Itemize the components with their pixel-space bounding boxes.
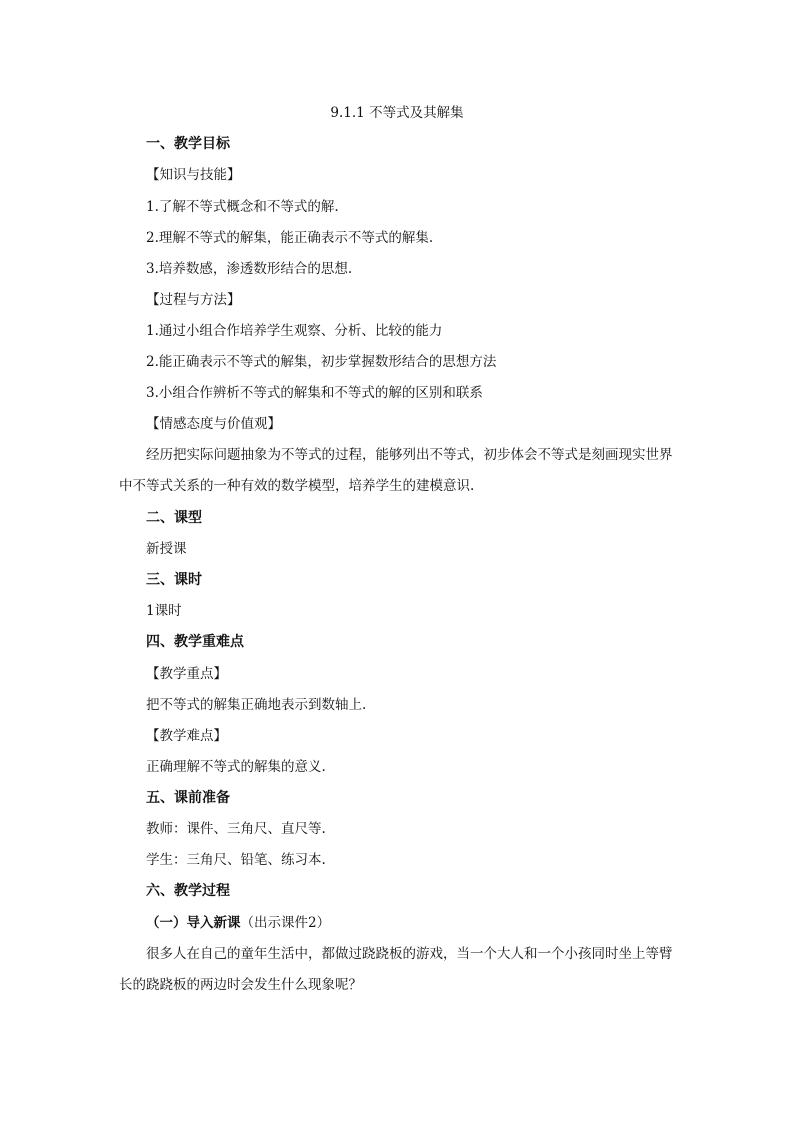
list-item: 1.了解不等式概念和不等式的解.	[146, 199, 339, 215]
section-heading-objectives: 一、教学目标	[146, 136, 230, 152]
subsection-intro-note: （出示课件2）	[240, 915, 331, 931]
section-heading-lesson-type: 二、课型	[146, 510, 202, 526]
teacher-preparation: 教师：课件、三角尺、直尺等.	[146, 821, 326, 837]
list-item: 1.通过小组合作培养学生观察、分析、比较的能力	[146, 323, 443, 339]
student-preparation: 学生：三角尺、铅笔、练习本.	[146, 852, 326, 868]
subheading-process: 【过程与方法】	[146, 292, 241, 308]
periods-text: 1课时	[146, 603, 182, 619]
list-item: 3.小组合作辨析不等式的解集和不等式的解的区别和联系	[146, 385, 483, 401]
section-heading-preparation: 五、课前准备	[146, 790, 230, 806]
difficulty-text: 正确理解不等式的解集的意义.	[146, 759, 326, 775]
section-heading-key-points: 四、教学重难点	[146, 634, 244, 650]
subheading-attitude: 【情感态度与价值观】	[146, 416, 281, 432]
list-item: 2.理解不等式的解集，能正确表示不等式的解集.	[146, 230, 434, 246]
list-item: 2.能正确表示不等式的解集，初步掌握数形结合的思想方法	[146, 354, 497, 370]
page-title: 9.1.1 不等式及其解集	[330, 105, 464, 121]
section-heading-process: 六、教学过程	[146, 883, 230, 899]
list-item: 3.培养数感，渗透数形结合的思想.	[146, 261, 353, 277]
subsection-intro-title: （一）导入新课	[146, 915, 241, 931]
section-heading-periods: 三、课时	[146, 572, 202, 588]
subsection-intro	[146, 913, 330, 933]
subheading-focus: 【教学重点】	[146, 666, 227, 682]
subheading-difficulty: 【教学难点】	[146, 728, 227, 744]
paragraph-attitude: 经历把实际问题抽象为不等式的过程，能够列出不等式，初步体会不等式是刻画现实世界中不等式关系的一种有效的数学模型，培养学生的建模意识.	[119, 447, 673, 494]
lesson-type-text: 新授课	[146, 541, 187, 557]
subheading-knowledge: 【知识与技能】	[146, 167, 241, 183]
focus-text: 把不等式的解集正确地表示到数轴上.	[146, 697, 367, 713]
paragraph-intro: 很多人在自己的童年生活中，都做过跷跷板的游戏，当一个大人和一个小孩同时坐上等臂长的跷跷板的两边时会发生什么现象呢？	[119, 946, 673, 993]
